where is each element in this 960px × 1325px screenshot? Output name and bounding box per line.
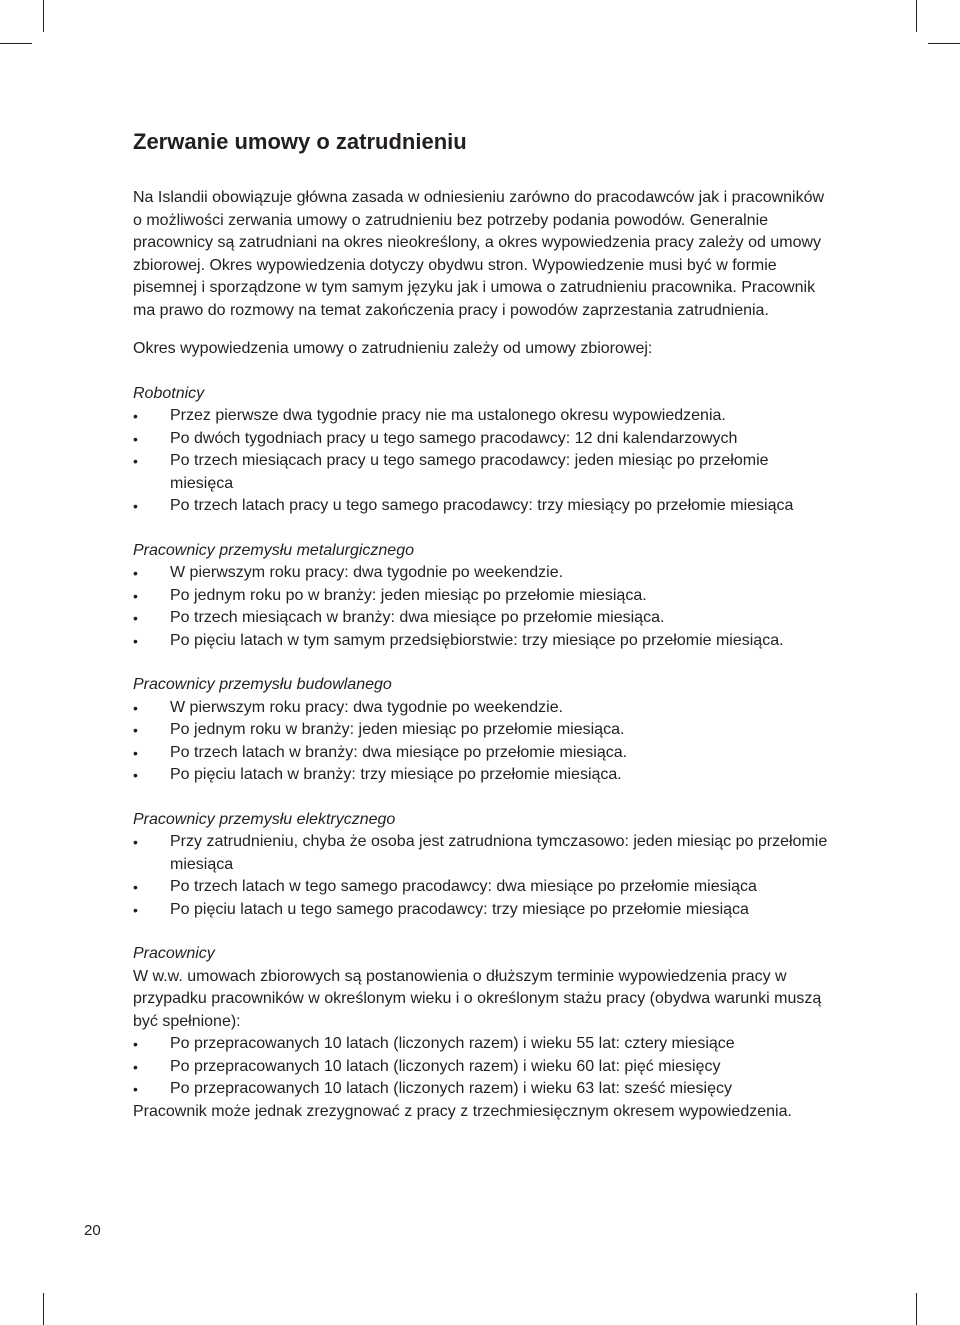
page-title: Zerwanie umowy o zatrudnieniu — [133, 129, 467, 154]
crop-mark-top-left-h — [0, 43, 32, 44]
list-item-text: Po trzech latach pracy u tego samego pracodawcy: trzy miesiący po przełomie miesiąca — [170, 497, 794, 514]
section-list — [133, 562, 833, 652]
bullet-icon: • — [133, 767, 138, 783]
crop-mark-top-right — [916, 0, 917, 32]
section-heading: Pracownicy przemysłu elektrycznego — [133, 810, 396, 828]
list-item — [133, 764, 833, 787]
bullet-icon: • — [133, 834, 138, 850]
section-list — [133, 697, 833, 787]
final-section-list — [133, 1033, 833, 1101]
list-item-text: Po pięciu latach u tego samego pracodawcy: trzy miesiące po przełomie miesiąca — [170, 900, 749, 918]
list-item — [133, 495, 833, 518]
bullet-icon: • — [133, 587, 138, 604]
list-item — [133, 697, 833, 720]
bullet-icon: • — [133, 610, 138, 626]
bullet-icon: • — [133, 744, 138, 761]
section-list — [133, 405, 833, 518]
crop-mark-top-right-h — [928, 43, 960, 44]
bullet-icon: • — [133, 879, 138, 895]
list-item-text: Po jednym roku w branży: jeden miesiąc po przełomie miesiąca. — [170, 721, 625, 738]
list-item-text: Po przepracowanych 10 latach (liczonych razem) i wieku 55 lat: cztery miesiące — [170, 1035, 735, 1052]
list-item — [133, 405, 833, 428]
list-item — [133, 428, 833, 451]
list-item — [133, 630, 833, 653]
notice-section — [133, 809, 833, 922]
list-item — [133, 1078, 833, 1101]
bullet-icon: • — [133, 498, 138, 514]
bullet-icon: • — [133, 408, 138, 424]
page-content — [133, 128, 833, 1145]
notice-section — [133, 383, 833, 518]
list-item — [133, 719, 833, 742]
list-item — [133, 899, 833, 922]
list-item-text: Po trzech latach w branży: dwa miesiące po przełomie miesiąca. — [170, 743, 628, 761]
section-list — [133, 831, 833, 921]
bullet-icon: • — [133, 1081, 138, 1097]
list-item — [133, 585, 833, 608]
list-item — [133, 831, 833, 876]
notice-sections — [133, 383, 833, 922]
intro-paragraph: Na Islandii obowiązuje główna zasada w odniesieniu zarówno do pracodawców jak i pracowników o możliwości zerwania umowy o zatrudnieniu bez potrzeby podania powodów. Generalnie pracownicy są zatrudniani na okres nieokreślony, a okres wypowiedzenia pracy zależy od umowy zbiorowej. Okres wypowiedzenia dotyczy obydwu stron. Wypowiedzenie musi być w formie pisemnej i sporządzone w tym samym języku jak i umowa o zatrudnieniu pracownika. Pracownik ma prawo do rozmowy na temat zakończenia pracy i powodów zaprzestania zatrudnienia. — [133, 189, 825, 319]
list-item — [133, 1056, 833, 1079]
notice-section — [133, 540, 833, 653]
crop-mark-bottom-left — [43, 1293, 44, 1325]
final-section-outro: Pracownik może jednak zrezygnować z pracy z trzechmiesięcznym okresem wypowiedzenia. — [133, 1102, 792, 1120]
list-item-text: W pierwszym roku pracy: dwa tygodnie po weekendzie. — [170, 564, 564, 581]
list-item — [133, 876, 833, 899]
list-item-text: Po trzech miesiącach pracy u tego samego pracodawcy: jeden miesiąc po przełomie miesięca — [170, 452, 769, 492]
list-item-text: Po przepracowanych 10 latach (liczonych razem) i wieku 60 lat: pięć miesięcy — [170, 1057, 721, 1075]
list-item-text: Przez pierwsze dwa tygodnie pracy nie ma ustalonego okresu wypowiedzenia. — [170, 407, 726, 424]
list-item — [133, 607, 833, 630]
page-number: 20 — [84, 1222, 101, 1239]
list-item-text: Przy zatrudnieniu, chyba że osoba jest zatrudniona tymczasowo: jeden miesiąc po przełomie miesiąca — [170, 833, 828, 873]
bullet-icon: • — [133, 699, 138, 716]
spacer — [133, 322, 833, 338]
section-heading: Pracownicy przemysłu metalurgicznego — [133, 541, 414, 559]
list-item — [133, 742, 833, 765]
bullet-icon: • — [133, 722, 138, 738]
lead-paragraph: Okres wypowiedzenia umowy o zatrudnieniu zależy od umowy zbiorowej: — [133, 340, 653, 357]
list-item — [133, 562, 833, 585]
bullet-icon: • — [133, 430, 138, 447]
list-item-text: Po pięciu latach w branży: trzy miesiące po przełomie miesiąca. — [170, 766, 622, 783]
bullet-icon: • — [133, 901, 138, 918]
crop-mark-bottom-right — [916, 1293, 917, 1325]
final-section-intro: W w.w. umowach zbiorowych są postanowienia o dłuższym terminie wypowiedzenia pracy w przypadku pracowników w określonym wieku i o określonym stażu pracy (obydwa warunki muszą być spełnione): — [133, 967, 822, 1030]
list-item-text: W pierwszym roku pracy: dwa tygodnie po weekendzie. — [170, 698, 564, 716]
final-section — [133, 943, 833, 1123]
list-item-text: Po dwóch tygodniach pracy u tego samego pracodawcy: 12 dni kalendarzowych — [170, 429, 738, 447]
final-section-heading: Pracownicy — [133, 945, 215, 962]
bullet-icon: • — [133, 453, 138, 469]
list-item-text: Po trzech miesiącach w branży: dwa miesiące po przełomie miesiąca. — [170, 609, 665, 626]
bullet-icon: • — [133, 565, 138, 581]
crop-mark-top-left — [43, 0, 44, 32]
list-item-text: Po pięciu latach w tym samym przedsiębiorstwie: trzy miesiące po przełomie miesiąca. — [170, 631, 784, 649]
list-item — [133, 1033, 833, 1056]
list-item-text: Po przepracowanych 10 latach (liczonych razem) i wieku 63 lat: sześć miesięcy — [170, 1080, 733, 1097]
bullet-icon: • — [133, 1058, 138, 1075]
section-heading: Robotnicy — [133, 384, 205, 402]
section-heading: Pracownicy przemysłu budowlanego — [133, 676, 392, 693]
list-item-text: Po jednym roku po w branży: jeden miesiąc po przełomie miesiąca. — [170, 586, 647, 604]
list-item — [133, 450, 833, 495]
list-item-text: Po trzech latach w tego samego pracodawcy: dwa miesiące po przełomie miesiąca — [170, 878, 757, 895]
bullet-icon: • — [133, 632, 138, 649]
notice-section — [133, 674, 833, 787]
bullet-icon: • — [133, 1036, 138, 1052]
